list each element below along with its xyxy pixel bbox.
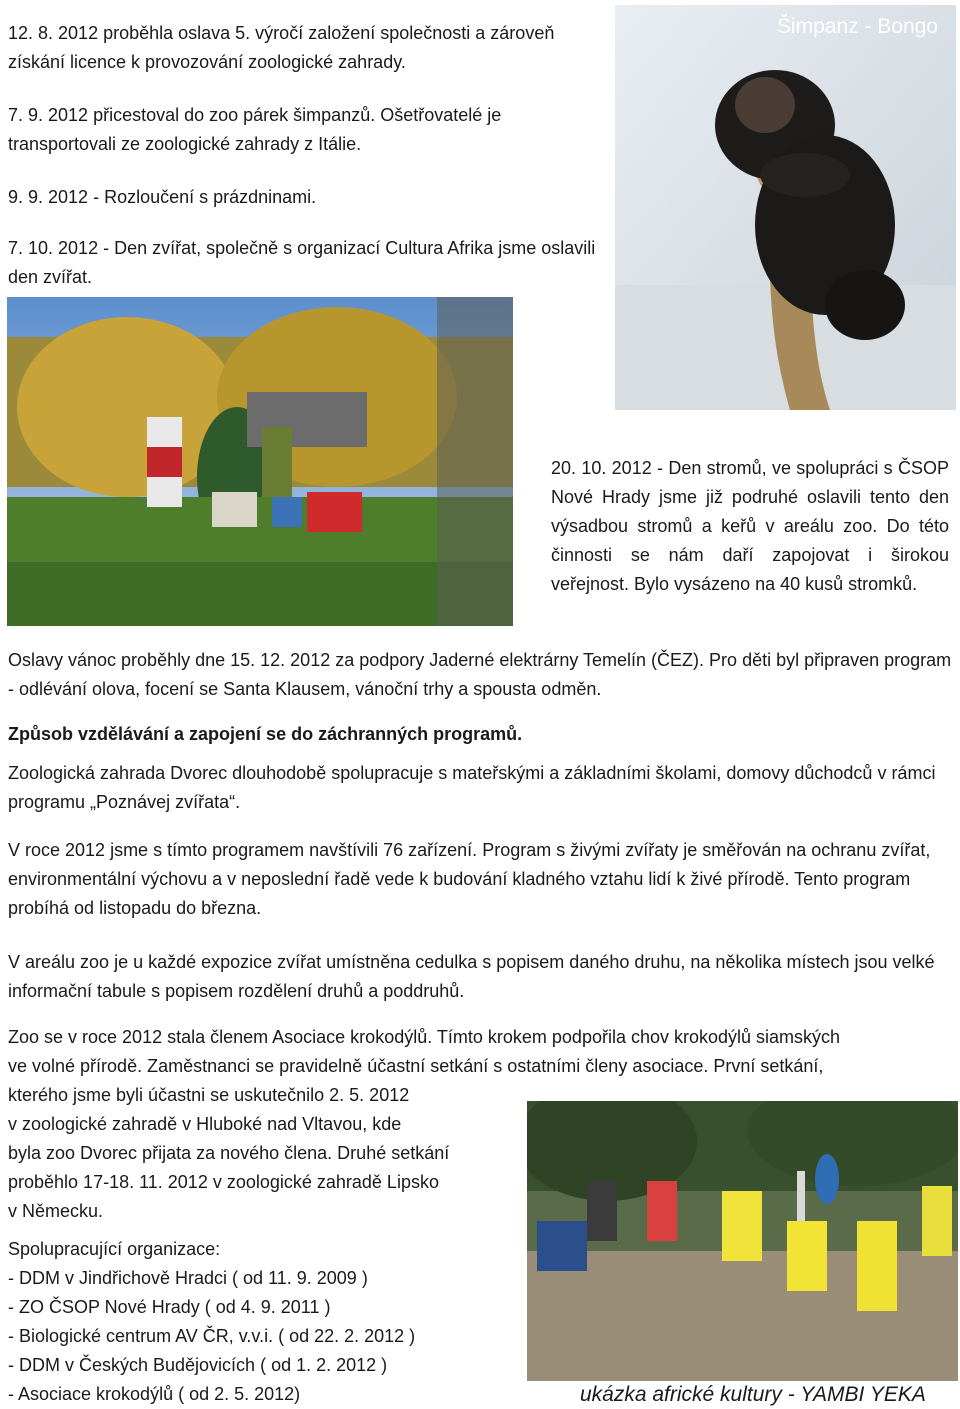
education-paragraph-signs: V areálu zoo je u každé expozice zvířat umístněna cedulka s popisem daného druhu, na několika místech jsou velké informační tabule s popisem rozdělení druhů a poddruhů. <box>8 952 935 1001</box>
chimp-photo-caption: Šimpanz - Bongo <box>776 15 938 38</box>
crocodile-line: Zoo se v roce 2012 stala členem Asociace krokodýlů. Tímto krokem podpořila chov krokodýlů siamských <box>8 1027 841 1047</box>
partner-item: - DDM v Jindřichově Hradci ( od 11. 9. 2009 ) <box>8 1268 368 1288</box>
crocodile-line: byla zoo Dvorec přijata za nového člena. Druhé setkání <box>8 1143 450 1163</box>
crocodile-line: proběhlo 17-18. 11. 2012 v zoologické zahradě Lipsko <box>8 1172 439 1192</box>
intro-paragraph-chimps: 7. 9. 2012 přicestoval do zoo párek šimpanzů. Ošetřovatelé je transportovali ze zoologické zahrady z Itálie. <box>8 105 502 154</box>
crocodile-line: ve volné přírodě. Zaměstnanci se pravidelně účastní setkání s ostatními členy asociace. První setkání, <box>8 1056 824 1076</box>
african-culture-caption: ukázka africké kultury - YAMBI YEKA <box>580 1383 926 1406</box>
partners-heading: Spolupracující organizace: <box>8 1239 221 1259</box>
education-heading: Způsob vzdělávání a zapojení se do záchranných programů. <box>8 724 523 744</box>
intro-paragraph-holidays: 9. 9. 2012 - Rozloučení s prázdninami. <box>8 187 317 207</box>
crocodile-line: v Německu. <box>8 1201 104 1221</box>
tree-day-paragraph: 20. 10. 2012 - Den stromů, ve spolupráci s ČSOP Nové Hrady jsme již podruhé oslavili tento den výsadbou stromů a keřů v areálu zoo. Do této činnosti se nám daří zapojovat i širokou veřejnost. Bylo vysázeno na 40 kusů stromků. <box>551 458 949 594</box>
tree-planting-photo <box>7 297 513 626</box>
crocodile-line: kterého jsme byli účastni se uskutečnilo 2. 5. 2012 <box>8 1085 410 1105</box>
partner-item: - Asociace krokodýlů ( od 2. 5. 2012) <box>8 1384 301 1404</box>
education-paragraph-schools: Zoologická zahrada Dvorec dlouhodobě spolupracuje s mateřskými a základními školami, domovy důchodců v rámci programu „Poznávej zvířata“. <box>8 763 936 812</box>
partner-item: - ZO ČSOP Nové Hrady ( od 4. 9. 2011 ) <box>8 1297 331 1317</box>
intro-paragraph-anniversary: 12. 8. 2012 proběhla oslava 5. výročí založení společnosti a zároveň získání licence k provozování zoologické zahrady. <box>8 23 555 72</box>
african-culture-photo <box>527 1101 958 1381</box>
partners-block <box>8 1235 528 1409</box>
intro-paragraph-animal-day: 7. 10. 2012 - Den zvířat, společně s organizací Cultura Afrika jsme oslavili den zvířat. <box>8 238 596 287</box>
education-paragraph-program: V roce 2012 jsme s tímto programem navštívili 76 zařízení. Program s živými zvířaty je směřován na ochranu zvířat, environmentální výchovu a v neposlední řadě vede k budování kladného vztahu lidí k živé přírodě. Tento program probíhá od listopadu do března. <box>8 840 931 918</box>
intro-block <box>8 19 608 292</box>
christmas-paragraph: Oslavy vánoc proběhly dne 15. 12. 2012 za podpory Jaderné elektrárny Temelín (ČEZ). Pro děti byl připraven program - odlévání olova, focení se Santa Klausem, vánoční trhy a spousta odměn. <box>8 650 952 699</box>
crocodile-line: v zoologické zahradě v Hluboké nad Vltavou, kde <box>8 1114 402 1134</box>
partner-item: - DDM v Českých Budějovicích ( od 1. 2. 2012 ) <box>8 1355 388 1375</box>
partner-item: - Biologické centrum AV ČR, v.v.i. ( od 22. 2. 2012 ) <box>8 1326 416 1346</box>
chimp-photo <box>615 5 956 410</box>
